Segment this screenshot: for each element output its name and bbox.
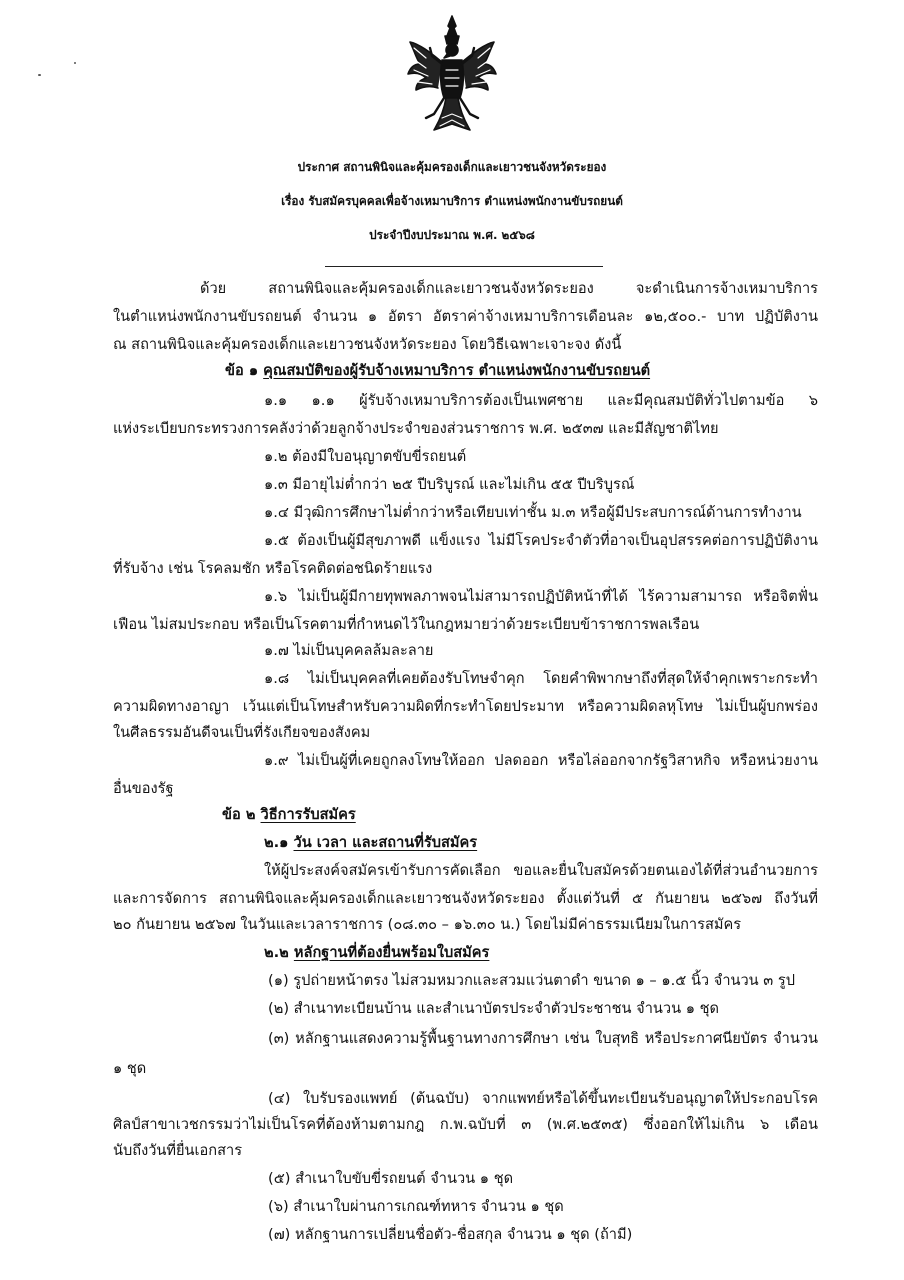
section-2-heading — [222, 802, 356, 828]
application-period-line: ๒๐ กันยายน ๒๕๖๗ ในวันและเวลาราชการ (๐๘.๓๐ – ๑๖.๓๐ น.) โดยไม่มีค่าธรรมเนียมในการสมัคร — [113, 916, 742, 933]
application-period-line: และการจัดการ สถานพินิจและคุ้มครองเด็กและเยาวชนจังหวัดระยอง ตั้งแต่วันที่ ๕ กันยายน ๒๕๖๗ ถึงวันที่ — [113, 890, 818, 907]
document-item-6: (๖) สำเนาใบผ่านการเกณฑ์ทหาร จำนวน ๑ ชุด — [268, 1198, 564, 1215]
scan-speck — [38, 74, 41, 76]
document-item-7: (๗) หลักฐานการเปลี่ยนชื่อตัว-ชื่อสกุล จำนวน ๑ ชุด (ถ้ามี) — [268, 1226, 633, 1243]
document-item-4-cont: นับถึงวันที่ยื่นเอกสาร — [113, 1142, 243, 1159]
section-1-title: คุณสมบัติของผู้รับจ้างเหมาบริการ ตำแหน่งพนักงานขับรถยนต์ — [263, 362, 651, 379]
section-2-title: วิธีการรับสมัคร — [260, 806, 356, 823]
announcement-subject: เรื่อง รับสมัครบุคคลเพื่อจ้างเหมาบริการ ตำแหน่งพนักงานขับรถยนต์ — [281, 194, 623, 208]
clause-1-9-cont: อื่นของรัฐ — [113, 780, 174, 797]
clause-1-2: ๑.๒ ต้องมีใบอนุญาตขับขี่รถยนต์ — [264, 448, 467, 465]
clause-1-9: ๑.๙ ไม่เป็นผู้ที่เคยถูกลงโทษให้ออก ปลดออก หรือไล่ออกจากรัฐวิสาหกิจ หรือหน่วยงาน — [264, 752, 818, 769]
document-item-2: (๒) สำเนาทะเบียนบ้าน และสำเนาบัตรประจำตัวประชาชน จำนวน ๑ ชุด — [268, 1000, 719, 1017]
subsection-2-2-heading — [264, 940, 489, 966]
document-item-1: (๑) รูปถ่ายหน้าตรง ไม่สวมหมวกและสวมแว่นตาดำ ขนาด ๑ – ๑.๕ นิ้ว จำนวน ๓ รูป — [268, 972, 796, 989]
clause-1-6-cont: เฟือน ไม่สมประกอบ หรือเป็นโรคตามที่กำหนดไว้ในกฎหมายว่าด้วยระเบียบข้าราชการพลเรือน — [113, 616, 700, 633]
clause-1-5: ๑.๕ ต้องเป็นผู้มีสุขภาพดี แข็งแรง ไม่มีโรคประจำตัวที่อาจเป็นอุปสรรคต่อการปฏิบัติงาน — [264, 532, 818, 549]
garuda-emblem-icon — [404, 14, 500, 136]
document-item-3-cont: ๑ ชุด — [113, 1060, 147, 1077]
intro-line: ด้วย สถานพินิจและคุ้มครองเด็กและเยาวชนจังหวัดระยอง จะดำเนินการจ้างเหมาบริการ — [200, 280, 818, 297]
clause-1-8-cont: ในศีลธรรมอันดีจนเป็นที่รังเกียจของสังคม — [113, 724, 371, 741]
clause-1-7: ๑.๗ ไม่เป็นบุคคลล้มละลาย — [264, 642, 434, 659]
clause-1-1-cont: แห่งระเบียบกระทรวงการคลังว่าด้วยลูกจ้างประจำของส่วนราชการ พ.ศ. ๒๕๓๗ และมีสัญชาติไทย — [113, 420, 719, 437]
section-1-heading — [225, 358, 650, 384]
document-item-4-cont: ศิลป์สาขาเวชกรรมว่าไม่เป็นโรคที่ต้องห้ามตามกฎ ก.พ.ฉบับที่ ๓ (พ.ศ.๒๕๓๕) ซึ่งออกให้ไม่เกิน ๖ เดือน — [113, 1116, 818, 1133]
announcement-title: ประกาศ สถานพินิจและคุ้มครองเด็กและเยาวชนจังหวัดระยอง — [297, 160, 607, 174]
clause-1-5-cont: ที่รับจ้าง เช่น โรคลมชัก หรือโรคติดต่อชนิดร้ายแรง — [113, 560, 433, 577]
document-item-4: (๔) ใบรับรองแพทย์ (ต้นฉบับ) จากแพทย์หรือได้ขึ้นทะเบียนรับอนุญาตให้ประกอบโรค — [268, 1090, 818, 1107]
fiscal-year: ประจำปีงบประมาณ พ.ศ. ๒๕๖๘ — [369, 228, 535, 242]
document-item-3: (๓) หลักฐานแสดงความรู้พื้นฐานทางการศึกษา เช่น ใบสุทธิ หรือประกาศนียบัตร จำนวน — [268, 1030, 818, 1047]
header-divider — [325, 266, 603, 267]
intro-line: ณ สถานพินิจและคุ้มครองเด็กและเยาวชนจังหวัดระยอง โดยวิธีเฉพาะเจาะจง ดังนี้ — [113, 336, 622, 353]
subsection-2-1-number: ๒.๑ — [264, 834, 294, 851]
subsection-2-2-number: ๒.๒ — [264, 944, 294, 961]
section-2-number: ข้อ ๒ — [222, 806, 261, 823]
subsection-2-2-title: หลักฐานที่ต้องยื่นพร้อมใบสมัคร — [293, 944, 490, 961]
subsection-2-1-title: วัน เวลา และสถานที่รับสมัคร — [293, 834, 478, 851]
scan-speck — [74, 62, 76, 64]
clause-1-3: ๑.๓ มีอายุไม่ต่ำกว่า ๒๕ ปีบริบูรณ์ และไม่เกิน ๕๕ ปีบริบูรณ์ — [264, 476, 635, 493]
clause-1-6: ๑.๖ ไม่เป็นผู้มีกายทุพพลภาพจนไม่สามารถปฏิบัติหน้าที่ได้ ไร้ความสามารถ หรือจิตฟั่น — [264, 588, 818, 605]
clause-1-1: ๑.๑ ๑.๑ ผู้รับจ้างเหมาบริการต้องเป็นเพศชาย และมีคุณสมบัติทั่วไปตามข้อ ๖ — [264, 392, 818, 409]
clause-1-4: ๑.๔ มีวุฒิการศึกษาไม่ต่ำกว่าหรือเทียบเท่าชั้น ม.๓ หรือผู้มีประสบการณ์ด้านการทำงาน — [264, 504, 802, 521]
clause-1-8: ๑.๘ ไม่เป็นบุคคลที่เคยต้องรับโทษจำคุก โดยคำพิพากษาถึงที่สุดให้จำคุกเพราะกระทำ — [264, 670, 818, 687]
clause-1-8-cont: ความผิดทางอาญา เว้นแต่เป็นโทษสำหรับความผิดที่กระทำโดยประมาท หรือความผิดลหุโทษ ไม่เป็นผู้บกพร่อง — [113, 698, 818, 715]
document-item-5: (๕) สำเนาใบขับขี่รถยนต์ จำนวน ๑ ชุด — [268, 1170, 514, 1187]
subsection-2-1-heading — [264, 830, 477, 856]
application-period-line: ให้ผู้ประสงค์จสมัครเข้ารับการคัดเลือก ขอและยื่นใบสมัครด้วยตนเองได้ที่ส่วนอำนวยการ — [264, 862, 818, 879]
section-1-number: ข้อ ๑ — [225, 362, 264, 379]
intro-line: ในตำแหน่งพนักงานขับรถยนต์ จำนวน ๑ อัตรา อัตราค่าจ้างเหมาบริการเดือนละ ๑๒,๕๐๐.- บาท ปฏิบัติงาน — [113, 308, 818, 325]
